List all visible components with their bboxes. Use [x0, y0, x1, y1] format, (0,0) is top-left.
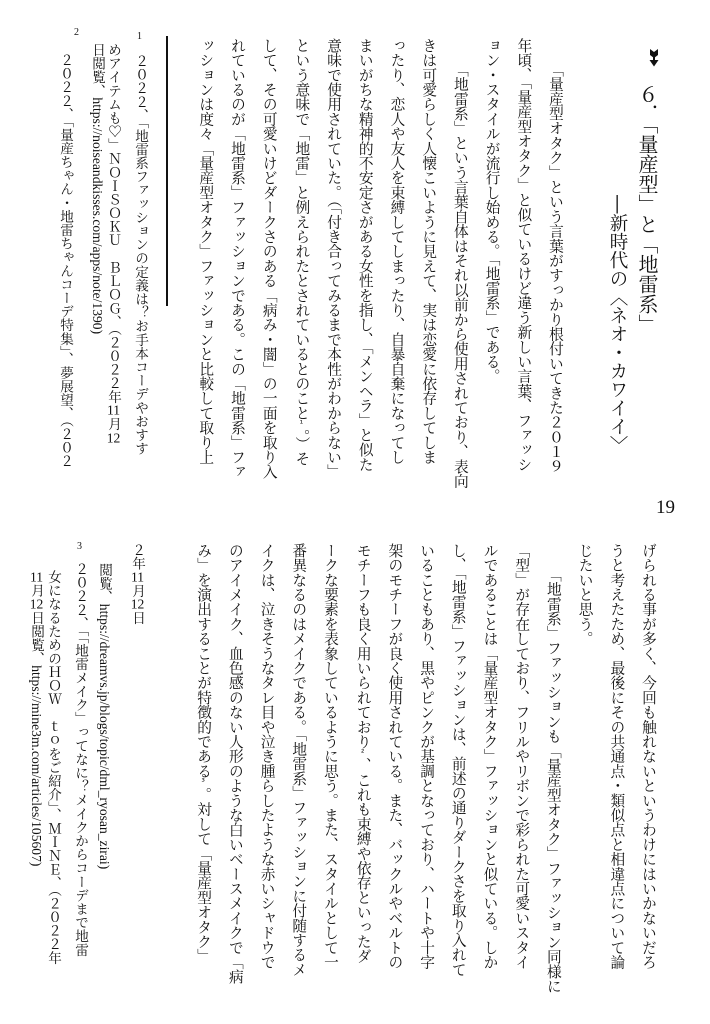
body-line: れているのが「地雷系」ファッションである。この「地雷系」ファ	[228, 38, 246, 479]
page-number: 19	[656, 497, 675, 518]
footnote-marker: 2	[74, 27, 79, 38]
footnote-reference: ³	[201, 778, 205, 788]
footnote-reference: ²	[360, 748, 365, 758]
lower-tier-body-text	[186, 543, 664, 1013]
footnote-separator-rule	[166, 36, 168, 306]
body-line: 意味で使用されていた。（「付き合ってみるまで本性がわからない」	[325, 38, 343, 479]
body-line: じたいと思う。	[576, 543, 594, 646]
body-line: きは可愛らしく人懐こいように見えて、実は恋愛に依存してしま	[420, 38, 438, 465]
body-line: して、その可愛いけどダークさのある「病み・闇」の一面を取り入	[260, 38, 278, 479]
body-line: 番異なるのはメイクである。「地雷系」ファッションに付随するメ	[290, 543, 308, 977]
body-line: げられる事が多く、今回も触れないというわけにはいかないだろ	[640, 543, 657, 970]
footnote-line: ２０２２、「地雷系ファッションの定義は？お手本コーデやおすす	[133, 54, 148, 456]
footnote-line: めアイテムも♡」ＮＯＩＳＯＫＵ ＢＬＯＧ、（２０２２年11月12	[106, 43, 121, 445]
footnote-line: 日閲覧、https://noiseandkisses.com/apps/note/1390)	[90, 43, 105, 335]
upper-tier-body-text	[190, 38, 571, 508]
body-line: 「地雷系」ファッションも「量産型オタク」ファッション同様に	[544, 566, 562, 993]
body-line: 「地雷系」という言葉自体はそれ以前から使用されており、表向	[451, 61, 469, 488]
tate-chu-yoko-digits: 11	[29, 570, 44, 584]
body-line: という意味で「地雷」と例えられたとされているとのこと¹。）そ	[293, 38, 311, 466]
body-line: うと考えたため、最後にその共通点・類似点と相違点について論	[608, 543, 626, 970]
footnote-line: 女になるためのＨＯＷ ｔｏをご紹介」、ＭＩＮＥ、（２０２２年	[46, 570, 61, 965]
section-subtitle: ―新時代の〈ネオ・カワイイ〉	[607, 195, 628, 454]
footnote-line: ２０２２、「量産ちゃん・地雷ちゃんコーデ特集」、夢展望、（２０２	[58, 53, 73, 468]
footnote-marker: 3	[77, 541, 82, 552]
body-line: み」を演出することが特徴的である³。対して「量産型オタク」	[195, 543, 213, 964]
tate-chu-yoko-digits: 12	[130, 597, 145, 611]
tate-chu-yoko-digits: 11	[106, 403, 121, 417]
footnote-line: 閲覧、https://dreamvs.jp/blogs/topic/dml_ryosan_zirai)	[97, 563, 112, 870]
body-line: ルであることは「量産型オタク」ファッションと似ている。しか	[481, 543, 499, 970]
body-line: まいがちな精神的不安定さがある女性を指し、「メンヘラ」と似た	[356, 38, 374, 472]
body-line: 「量産型オタク」という言葉がすっかり根付いてきた２０１９	[547, 61, 564, 474]
body-line: ークな要素を表象しているように思う。また、スタイルとして一	[321, 543, 339, 970]
tate-chu-yoko-digits: 12	[29, 597, 44, 611]
tate-chu-yoko-digits: 11	[130, 570, 145, 584]
body-line: 架のモチーフが良く使用されている。また、バックルやベルトの	[386, 543, 404, 970]
section-title: ６．「量産型」と「地雷系」	[635, 84, 659, 334]
footnote-line: ２０２２、「「地雷メイク」ってなに？メイクからコーデまで地雷	[73, 562, 88, 957]
arrow-down-ornament-icon	[649, 49, 659, 67]
body-line: 「型」が存在しており、フリルやリボンで彩られた可愛いスタイ	[513, 543, 531, 970]
body-line: イクは、泣きそうなタレ目や泣き腫らしたような赤いシャドウで	[258, 543, 276, 970]
body-line: し、「地雷系」ファッションは、前述の通りダークさを取り入れて	[449, 543, 467, 977]
body-line: 年頃、「量産型オタク」と似ているけど違う新しい言葉、ファッシ	[515, 38, 533, 472]
footnote-line: 11月12日閲覧、https://mine3m.com/articles/105607)	[29, 570, 44, 867]
body-line: ッションは度々「量産型オタク」ファッションと比較して取り上	[197, 38, 215, 465]
footnote-marker: 1	[137, 31, 142, 42]
footnote-reference: ¹	[299, 420, 304, 430]
body-line: のアイメイク、血色感のない人形のような白いベースメイクで「病	[226, 543, 244, 984]
body-line: モチーフも良く用いられており²、これも束縛や依存といったダ	[354, 543, 372, 964]
body-line: ったり、恋人や友人を束縛してしまったり、自暴自棄になってし	[388, 38, 406, 465]
body-line: ョン・スタイルが流行し始める。「地雷系」である。	[483, 38, 501, 384]
body-line: いることもあり、黒やピンクが基調となっており、ハートや十字	[418, 543, 436, 970]
tate-chu-yoko-digits: 12	[106, 430, 121, 445]
footnote-line: ２年11月12日	[130, 543, 145, 625]
